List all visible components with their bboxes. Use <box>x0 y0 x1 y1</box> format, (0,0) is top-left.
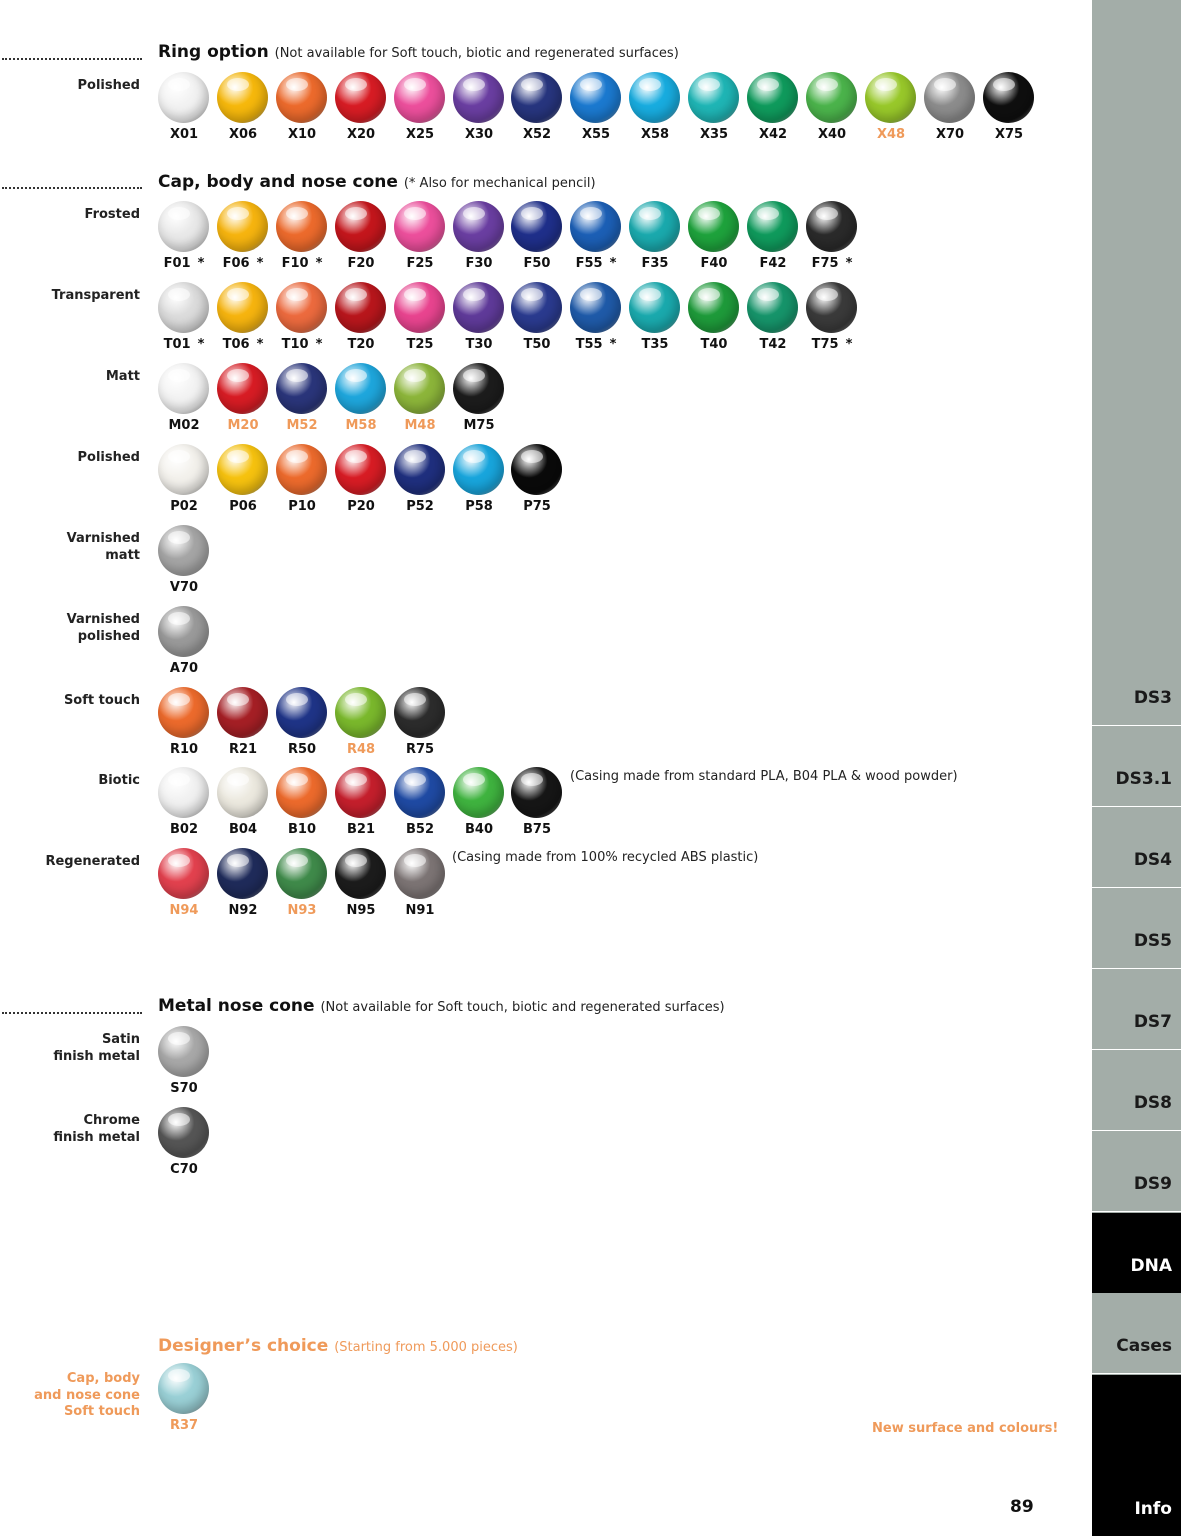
dotted-leader <box>2 58 142 60</box>
row-label: Varnished polished <box>66 612 140 644</box>
color-code: X75 <box>994 127 1024 142</box>
sidebar-tab-ds8[interactable] <box>1092 1051 1181 1131</box>
color-ball <box>511 767 562 818</box>
color-swatch-t42 <box>747 282 799 358</box>
color-code: P20 <box>347 499 375 514</box>
color-code: X52 <box>522 127 552 142</box>
pencil-asterisk: * <box>609 256 617 271</box>
color-swatch-m52 <box>276 363 328 439</box>
color-swatch-b02 <box>158 767 210 843</box>
color-ball <box>394 767 445 818</box>
color-code: M52 <box>286 418 318 433</box>
color-code: F40 <box>700 256 728 271</box>
color-ball <box>158 282 209 333</box>
pencil-asterisk: * <box>845 256 853 271</box>
color-code: F75 * <box>811 256 853 271</box>
color-ball <box>276 767 327 818</box>
color-swatch-p10 <box>276 444 328 520</box>
color-code: T50 <box>523 337 551 352</box>
pencil-asterisk: * <box>609 337 617 352</box>
color-code: X48 <box>876 127 906 142</box>
color-swatch-t01 <box>158 282 210 358</box>
color-swatch-x52 <box>511 72 563 148</box>
color-ball <box>688 201 739 252</box>
color-ball <box>570 72 621 123</box>
color-ball <box>276 363 327 414</box>
color-swatch-f55 <box>570 201 622 277</box>
color-ball <box>158 525 209 576</box>
color-code: R37 <box>169 1418 199 1433</box>
color-swatch-r10 <box>158 687 210 763</box>
color-code: T10 * <box>281 337 323 352</box>
color-swatch-m20 <box>217 363 269 439</box>
color-swatch-f42 <box>747 201 799 277</box>
section-title-ring <box>158 42 679 62</box>
color-ball <box>806 72 857 123</box>
color-ball <box>924 72 975 123</box>
color-code: P06 <box>229 499 257 514</box>
color-code: B52 <box>406 822 434 837</box>
color-ball <box>806 201 857 252</box>
color-code: N95 <box>346 903 376 918</box>
color-code: F50 <box>523 256 551 271</box>
color-code: R10 <box>169 742 199 757</box>
color-ball <box>865 72 916 123</box>
row-label: Frosted <box>84 207 140 222</box>
color-ball <box>276 687 327 738</box>
color-swatch-f75 <box>806 201 858 277</box>
color-swatch-x25 <box>394 72 446 148</box>
color-ball <box>217 282 268 333</box>
row-note: (Casing made from standard PLA, B04 PLA & wood powder) <box>570 769 958 784</box>
color-code: M20 <box>227 418 259 433</box>
color-ball <box>276 282 327 333</box>
section-note: (* Also for mechanical pencil) <box>403 176 596 191</box>
color-code: X42 <box>758 127 788 142</box>
section-note: (Not available for Soft touch, biotic and regenerated surfaces) <box>274 46 679 61</box>
pencil-asterisk: * <box>256 337 264 352</box>
sidebar-tab-ds9[interactable] <box>1092 1132 1181 1212</box>
new-surface-note: New surface and colours! <box>872 1421 1059 1436</box>
color-swatch-f20 <box>335 201 387 277</box>
color-swatch-p58 <box>453 444 505 520</box>
color-ball <box>394 72 445 123</box>
color-ball <box>158 1107 209 1158</box>
row-note: (Casing made from 100% recycled ABS plastic) <box>452 850 759 865</box>
sidebar-tab-info[interactable] <box>1092 1375 1181 1536</box>
color-code: S70 <box>170 1081 198 1096</box>
color-ball <box>217 444 268 495</box>
color-code: X06 <box>228 127 258 142</box>
color-code: N92 <box>228 903 258 918</box>
color-swatch-f35 <box>629 201 681 277</box>
color-code: B04 <box>229 822 257 837</box>
color-swatch-p06 <box>217 444 269 520</box>
section-title-metal <box>158 996 725 1016</box>
color-code: T30 <box>465 337 493 352</box>
section-title-cap <box>158 172 596 192</box>
dotted-leader <box>2 187 142 189</box>
color-ball <box>688 282 739 333</box>
color-ball <box>217 687 268 738</box>
row-label: Polished <box>77 450 140 465</box>
color-swatch-x01 <box>158 72 210 148</box>
color-code: T35 <box>641 337 669 352</box>
color-ball <box>158 767 209 818</box>
sidebar-tab-label: DS7 <box>1133 1012 1172 1032</box>
color-code: F30 <box>465 256 493 271</box>
pencil-asterisk: * <box>315 256 323 271</box>
color-ball <box>747 72 798 123</box>
color-code: T06 * <box>222 337 264 352</box>
color-ball <box>453 72 504 123</box>
color-code: F10 * <box>281 256 323 271</box>
color-swatch-x06 <box>217 72 269 148</box>
color-code: X58 <box>640 127 670 142</box>
row-label: Matt <box>105 369 140 384</box>
color-code: X40 <box>817 127 847 142</box>
color-swatch-n94 <box>158 848 210 924</box>
product-sidebar <box>1092 0 1181 1536</box>
color-swatch-x20 <box>335 72 387 148</box>
pencil-asterisk: * <box>197 256 205 271</box>
row-label: Satin finish metal <box>53 1032 140 1064</box>
color-ball <box>158 848 209 899</box>
color-code: N91 <box>405 903 435 918</box>
color-swatch-b04 <box>217 767 269 843</box>
color-ball <box>276 72 327 123</box>
color-code: B02 <box>170 822 198 837</box>
color-code: F20 <box>347 256 375 271</box>
color-ball <box>335 848 386 899</box>
sidebar-tab-cases[interactable] <box>1092 1294 1181 1374</box>
color-swatch-a70 <box>158 606 210 682</box>
color-swatch-f06 <box>217 201 269 277</box>
color-ball <box>629 201 680 252</box>
color-code: X25 <box>405 127 435 142</box>
color-code: R50 <box>287 742 317 757</box>
color-code: T01 * <box>163 337 205 352</box>
color-ball <box>335 282 386 333</box>
color-ball <box>158 201 209 252</box>
color-code: T20 <box>347 337 375 352</box>
color-swatch-p52 <box>394 444 446 520</box>
color-code: X30 <box>464 127 494 142</box>
color-swatch-n92 <box>217 848 269 924</box>
color-code: P58 <box>465 499 493 514</box>
row-label: Varnished matt <box>66 531 140 563</box>
color-ball <box>629 282 680 333</box>
color-swatch-t25 <box>394 282 446 358</box>
color-ball <box>688 72 739 123</box>
color-swatch-x10 <box>276 72 328 148</box>
color-swatch-m58 <box>335 363 387 439</box>
color-swatch-b75 <box>511 767 563 843</box>
color-ball <box>276 848 327 899</box>
color-ball <box>276 444 327 495</box>
color-code: M48 <box>404 418 436 433</box>
sidebar-tab-ds3-1[interactable] <box>1092 727 1181 807</box>
color-swatch-b40 <box>453 767 505 843</box>
color-code: X01 <box>169 127 199 142</box>
color-code: P02 <box>170 499 198 514</box>
color-ball <box>158 363 209 414</box>
sidebar-tab-ds3[interactable] <box>1092 646 1181 726</box>
sidebar-tab-label: DS3.1 <box>1115 769 1172 789</box>
color-ball <box>335 687 386 738</box>
color-code: T25 <box>406 337 434 352</box>
color-ball <box>394 848 445 899</box>
color-ball <box>394 444 445 495</box>
color-code: F42 <box>759 256 787 271</box>
sidebar-tab-label: Cases <box>1116 1336 1172 1356</box>
sidebar-tab-ds5[interactable] <box>1092 889 1181 969</box>
color-swatch-r21 <box>217 687 269 763</box>
color-ball <box>983 72 1034 123</box>
color-code: C70 <box>170 1162 198 1177</box>
color-ball <box>335 444 386 495</box>
dotted-leader <box>2 1012 142 1014</box>
color-code: R21 <box>228 742 258 757</box>
color-swatch-f30 <box>453 201 505 277</box>
color-ball <box>806 282 857 333</box>
color-code: V70 <box>169 580 199 595</box>
color-code: T40 <box>700 337 728 352</box>
color-ball <box>335 201 386 252</box>
color-code: M75 <box>463 418 495 433</box>
color-ball <box>217 201 268 252</box>
color-code: F06 * <box>222 256 264 271</box>
section-title-text: Metal nose cone <box>158 996 315 1016</box>
color-code: R75 <box>405 742 435 757</box>
section-note: (Starting from 5.000 pieces) <box>334 1340 518 1355</box>
color-swatch-t20 <box>335 282 387 358</box>
row-label: Cap, body and nose cone Soft touch <box>34 1371 140 1419</box>
color-swatch-x58 <box>629 72 681 148</box>
color-ball <box>511 201 562 252</box>
sidebar-tab-ds7[interactable] <box>1092 970 1181 1050</box>
color-ball <box>511 444 562 495</box>
color-swatch-p75 <box>511 444 563 520</box>
color-swatch-t55 <box>570 282 622 358</box>
color-ball <box>335 72 386 123</box>
color-ball <box>158 1026 209 1077</box>
color-swatch-s70 <box>158 1026 210 1102</box>
color-code: T55 * <box>575 337 617 352</box>
color-swatch-x42 <box>747 72 799 148</box>
color-code: N94 <box>169 903 199 918</box>
color-ball <box>335 767 386 818</box>
row-label: Soft touch <box>63 693 140 708</box>
color-swatch-t50 <box>511 282 563 358</box>
color-swatch-n95 <box>335 848 387 924</box>
sidebar-tab-label: Info <box>1134 1499 1172 1519</box>
color-swatch-x35 <box>688 72 740 148</box>
color-ball <box>394 687 445 738</box>
color-ball <box>629 72 680 123</box>
color-ball <box>511 72 562 123</box>
color-code: N93 <box>287 903 317 918</box>
color-code: F25 <box>406 256 434 271</box>
color-ball <box>158 1363 209 1414</box>
color-ball <box>570 282 621 333</box>
color-code: X35 <box>699 127 729 142</box>
color-swatch-t30 <box>453 282 505 358</box>
color-ball <box>453 201 504 252</box>
color-swatch-f10 <box>276 201 328 277</box>
sidebar-tab-dna[interactable] <box>1092 1213 1181 1293</box>
color-code: B10 <box>288 822 316 837</box>
pencil-asterisk: * <box>197 337 205 352</box>
color-ball <box>747 201 798 252</box>
color-swatch-p20 <box>335 444 387 520</box>
color-swatch-v70 <box>158 525 210 601</box>
sidebar-tab-label: DS3 <box>1133 688 1172 708</box>
color-swatch-x30 <box>453 72 505 148</box>
color-ball <box>394 282 445 333</box>
row-label: Chrome finish metal <box>53 1113 140 1145</box>
color-swatch-f50 <box>511 201 563 277</box>
color-ball <box>511 282 562 333</box>
color-code: M02 <box>168 418 200 433</box>
color-swatch-f01 <box>158 201 210 277</box>
color-swatch-c70 <box>158 1107 210 1183</box>
color-swatch-t06 <box>217 282 269 358</box>
color-ball <box>217 848 268 899</box>
sidebar-tab-label: DNA <box>1130 1256 1172 1276</box>
color-code: B75 <box>523 822 551 837</box>
color-code: X10 <box>287 127 317 142</box>
color-ball <box>747 282 798 333</box>
sidebar-tab-ds4[interactable] <box>1092 808 1181 888</box>
color-swatch-b52 <box>394 767 446 843</box>
color-swatch-x70 <box>924 72 976 148</box>
color-swatch-r37 <box>158 1363 210 1439</box>
color-swatch-f40 <box>688 201 740 277</box>
color-code: B21 <box>347 822 375 837</box>
color-ball <box>217 767 268 818</box>
pencil-asterisk: * <box>315 337 323 352</box>
sidebar-tab-label: DS8 <box>1133 1093 1172 1113</box>
color-code: T42 <box>759 337 787 352</box>
color-swatch-m02 <box>158 363 210 439</box>
color-code: P52 <box>406 499 434 514</box>
color-code: R48 <box>346 742 376 757</box>
color-code: X70 <box>935 127 965 142</box>
color-swatch-t10 <box>276 282 328 358</box>
color-code: P75 <box>523 499 551 514</box>
row-label: Regenerated <box>45 854 140 869</box>
color-ball <box>217 363 268 414</box>
row-label: Biotic <box>98 773 140 788</box>
color-code: X20 <box>346 127 376 142</box>
color-swatch-r48 <box>335 687 387 763</box>
row-label: Transparent <box>51 288 140 303</box>
color-swatch-x48 <box>865 72 917 148</box>
color-swatch-m48 <box>394 363 446 439</box>
color-swatch-x75 <box>983 72 1035 148</box>
sidebar-tab-label: DS5 <box>1133 931 1172 951</box>
color-ball <box>453 282 504 333</box>
section-title-text: Cap, body and nose cone <box>158 172 398 192</box>
section-title-designer <box>158 1336 518 1356</box>
pencil-asterisk: * <box>845 337 853 352</box>
color-ball <box>453 767 504 818</box>
color-ball <box>453 363 504 414</box>
color-swatch-n93 <box>276 848 328 924</box>
color-swatch-b21 <box>335 767 387 843</box>
color-swatch-b10 <box>276 767 328 843</box>
color-code: M58 <box>345 418 377 433</box>
color-swatch-t75 <box>806 282 858 358</box>
color-ball <box>453 444 504 495</box>
section-title-text: Designer’s choice <box>158 1336 329 1356</box>
color-code: F55 * <box>575 256 617 271</box>
color-ball <box>158 687 209 738</box>
color-code: T75 * <box>811 337 853 352</box>
color-swatch-p02 <box>158 444 210 520</box>
color-code: F01 * <box>163 256 205 271</box>
color-swatch-x40 <box>806 72 858 148</box>
section-note: (Not available for Soft touch, biotic and regenerated surfaces) <box>320 1000 725 1015</box>
color-swatch-x55 <box>570 72 622 148</box>
color-ball <box>394 363 445 414</box>
page-number: 89 <box>1010 1497 1034 1517</box>
color-ball <box>335 363 386 414</box>
color-ball <box>158 444 209 495</box>
color-swatch-m75 <box>453 363 505 439</box>
row-label: Polished <box>77 78 140 93</box>
sidebar-tab-label: DS9 <box>1133 1174 1172 1194</box>
color-ball <box>394 201 445 252</box>
color-code: X55 <box>581 127 611 142</box>
color-swatch-n91 <box>394 848 446 924</box>
color-swatch-t35 <box>629 282 681 358</box>
color-swatch-f25 <box>394 201 446 277</box>
section-title-text: Ring option <box>158 42 269 62</box>
color-code: P10 <box>288 499 316 514</box>
color-ball <box>276 201 327 252</box>
color-ball <box>158 606 209 657</box>
color-ball <box>158 72 209 123</box>
pencil-asterisk: * <box>256 256 264 271</box>
color-swatch-t40 <box>688 282 740 358</box>
sidebar-tab-label: DS4 <box>1133 850 1172 870</box>
color-code: B40 <box>465 822 493 837</box>
color-ball <box>570 201 621 252</box>
color-code: A70 <box>169 661 199 676</box>
color-code: F35 <box>641 256 669 271</box>
color-ball <box>217 72 268 123</box>
color-swatch-r50 <box>276 687 328 763</box>
color-swatch-r75 <box>394 687 446 763</box>
